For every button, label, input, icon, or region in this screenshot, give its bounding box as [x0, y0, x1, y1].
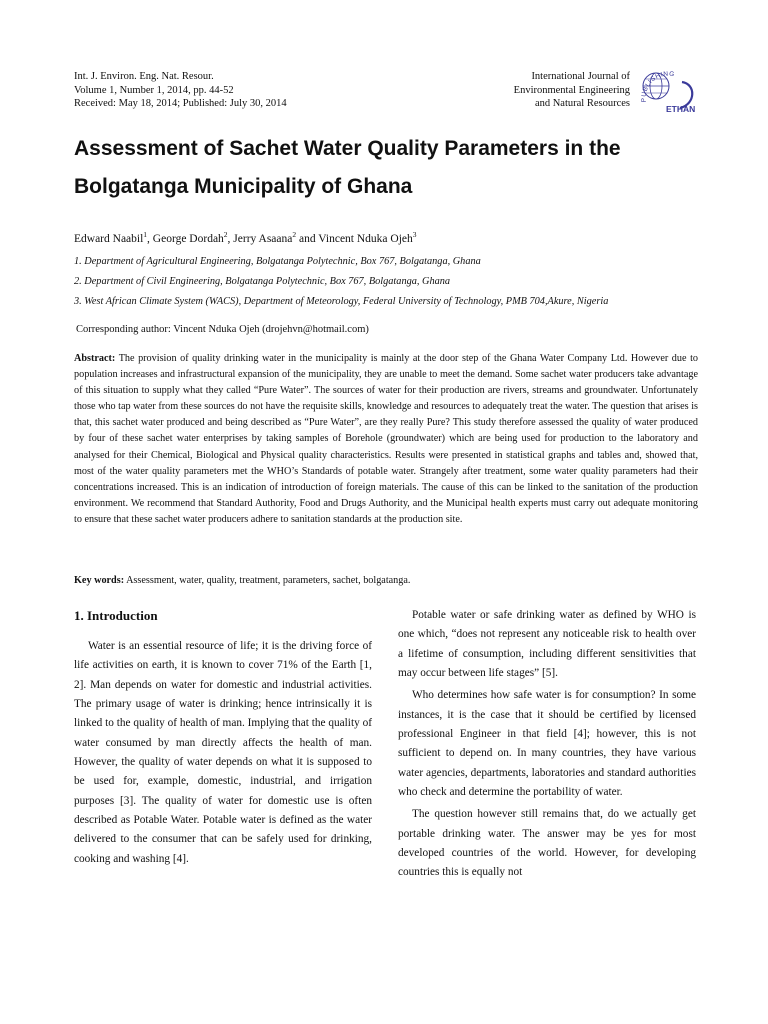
- citation-line: Received: May 18, 2014; Published: July 30, 2014: [74, 98, 287, 109]
- author-affiliation-mark: 3: [412, 230, 417, 240]
- keywords-label: Key words:: [74, 575, 125, 586]
- affiliations: [74, 252, 714, 312]
- left-column: [74, 606, 372, 872]
- corresponding-author: Corresponding author: Vincent Nduka Ojeh (drojehvn@hotmail.com): [76, 324, 369, 335]
- journal-name-line: and Natural Resources: [534, 98, 630, 109]
- paper-title: Assessment of Sachet Water Quality Parameters in the Bolgatanga Municipality of Ghana: [74, 137, 621, 198]
- author-affiliation-mark: 2: [292, 230, 297, 240]
- journal-name-line: International Journal of: [531, 71, 630, 82]
- right-column: [398, 606, 696, 886]
- logo-text: ETHAN: [666, 104, 696, 114]
- abstract-text: The provision of quality drinking water in the municipality is mainly at the door step of the Ghana Water Company Ltd. However due to population increases and infrastructural expansion of the municipality, they are unable to meet the demand. Some sachet water producers take advantage of this situation to supply what they called “Pure Water”. The sources of water for their production are rivers, streams and groundwater. Unfortunately those who tap water from these sources do not have the requisite skills, knowledge and resources to adequately treat the water. The question that arises is that, this sachet water produced and being described as “Pure Water”, are they really Pure? This study therefore assessed the quality of water produced by four of these sachet water enterprises by taking samples of Borehole (groundwater) which are being used for production to the laboratory and analysed for their Chemical, Biological and Physical quality characteristics. Results were presented in statistical graphs and tables and, showed that, most of the water quality parameters met the WHO’s Standards of potable water. Strangely after treatment, some water quality parameters had their concentrations increased. This is an indication of introduction of foreign materials. The cause of this can be linked to the sanitation of the production environment. We recommend that Standard Authority, Food and Drugs Authority, and the Municipal health experts must carry out adequate monitoring to ensure that these sachet water producers adhere to sanitation standards at the production site.: [74, 353, 698, 525]
- author-name: Vincent Nduka Ojeh: [318, 233, 413, 245]
- affiliation-1: 1. Department of Agricultural Engineering, Bolgatanga Polytechnic, Box 767, Bolgatanga, Ghana: [74, 256, 481, 267]
- logo-arc-text: PUBLISHING: [640, 70, 676, 103]
- author-name: Jerry Asaana: [233, 233, 293, 245]
- journal-name: [410, 70, 630, 111]
- citation-line: Int. J. Environ. Eng. Nat. Resour.: [74, 71, 214, 82]
- paragraph: Water is an essential resource of life; it is the driving force of life activities on earth, it is known to cover 71% of the Earth [1, 2]. Man depends on water for domestic and industrial activities. The primary usage of water is drinking; hence intrinsically it is linked to the quality of health of man. Implying that the quality of water consumed by man directly affects the health of man. However, the quality of water depends on what it is supposed to be used for, example, domestic, industrial, and irrigation purposes [3]. The quality of water for domestic use is often described as Potable Water. Potable water is defined as the water delivered to the consumer that can be safely used for drinking, cooking and washing [4].: [74, 640, 372, 865]
- author-name: Edward Naabil: [74, 233, 144, 245]
- abstract: [74, 351, 698, 528]
- paragraph: Potable water or safe drinking water as defined by WHO is one which, “does not represent any noticeable risk to health over a lifetime of consumption, including different sensitivities that may occur between life stages” [5].: [398, 609, 696, 680]
- affiliation-2: 2. Department of Civil Engineering, Bolgatanga Polytechnic, Box 767, Bolgatanga, Ghana: [74, 276, 451, 287]
- abstract-label: Abstract:: [74, 353, 116, 364]
- keywords-text: Assessment, water, quality, treatment, parameters, sachet, bolgatanga.: [126, 575, 411, 586]
- author-list: Edward Naabil$^1$, George Dordah$^2$, Jerry Asaana$^2$ and Vincent Nduka Ojeh$^3$: [74, 230, 417, 245]
- author-affiliation-mark: 2: [223, 230, 228, 240]
- section-heading: 1. Introduction: [74, 608, 158, 623]
- author-name: George Dordah: [152, 233, 224, 245]
- author-affiliation-mark: 1: [143, 230, 148, 240]
- citation-line: Volume 1, Number 1, 2014, pp. 44-52: [74, 84, 234, 96]
- keywords: [74, 574, 410, 588]
- publisher-logo: [636, 64, 700, 114]
- paragraph: Who determines how safe water is for consumption? In some instances, it is the case that it should be certified by licensed professional Engineer in that field [4]; however, this is not sufficient to depend on. In many countries, they have various water agencies, departments, laboratories and standard authorities who check and determine the portability of water.: [398, 689, 696, 799]
- journal-citation: [74, 70, 287, 111]
- journal-name-line: Environmental Engineering: [513, 84, 630, 96]
- paragraph: The question however still remains that, do we actually get portable drinking water. The answer may be yes for most developed countries of the world. However, for developing countries this is equally not: [398, 808, 696, 879]
- affiliation-3: 3. West African Climate System (WACS), Department of Meteorology, Federal University of Technology, PMB 704,Akure, Nigeria: [74, 296, 609, 307]
